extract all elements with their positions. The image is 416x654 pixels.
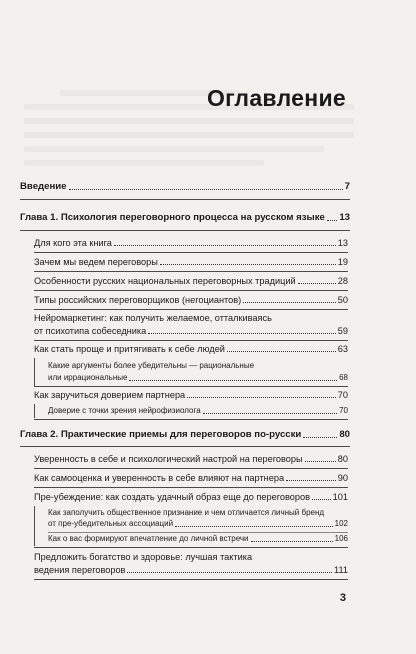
toc-entry-text: Как заполучить общественное признание и чем отличается личный бренд [48,508,325,517]
divider [20,199,350,200]
toc-entry-text: от пре-убедительных ассоциаций [48,519,174,528]
toc-entry-text: Особенности русских национальных переговорных традиций [34,276,296,286]
divider [34,252,348,253]
subsection-bar [34,404,35,418]
toc-subentry [48,534,348,545]
toc-entry-page: 80 [339,429,350,440]
toc-entry-page: 101 [332,492,348,502]
toc-entry-page: 70 [339,406,348,415]
toc-entry [34,275,348,287]
toc-entry-page: 28 [337,276,348,286]
toc-entry-page: 80 [337,454,348,464]
leader-dots [127,572,332,573]
toc-entry-line [34,312,348,324]
bleed-through [24,118,354,124]
toc-subentry-line [48,508,348,519]
toc-entry-text: Типы российских переговорщиков (негоциантов) [34,295,242,305]
toc-entry [34,294,348,306]
leader-dots [227,351,336,352]
toc-subentry [48,373,348,384]
toc-entry [34,325,348,337]
toc-entry-text: Глава 2. Практические приемы для переговоров по-русски [20,429,302,440]
toc-entry-text: или иррациональные [48,373,128,382]
leader-dots [243,302,336,303]
divider [34,271,348,272]
toc-entry [34,472,348,484]
leader-dots [114,245,336,246]
toc-entry-text: от психотипа собеседника [34,326,147,336]
toc-entry-text: Пре-убеждение: как создать удачный образ еще до переговоров [34,492,310,502]
leader-dots [203,413,337,414]
leader-dots [160,264,336,265]
toc-entry-page: 50 [337,295,348,305]
bleed-through [24,132,354,138]
divider [34,487,348,488]
toc-entry-page: 13 [339,212,350,223]
toc-entry-page: 106 [334,534,348,543]
leader-dots [69,189,343,190]
toc-entry-text: Уверенность в себе и психологический настрой на переговоры [34,454,303,464]
toc-entry-page: 59 [337,326,348,336]
divider [34,386,348,387]
toc-entry-text: Глава 1. Психология переговорного процесса на русском языке [20,212,325,223]
toc-entry-text: Зачем мы ведем переговоры [34,257,158,267]
subsection-bar [34,506,35,546]
toc-entry-text: Нейромаркетинг: как получить желаемое, отталкиваясь [34,313,272,323]
page-title: Оглавление [206,85,346,111]
toc-entry-page: 68 [339,373,348,382]
toc-entry-page: 7 [344,181,350,192]
divider [34,419,348,420]
divider [34,579,348,580]
toc-entry-text: ведения переговоров [34,565,126,575]
toc-entry-text: Какие аргументы более убедительны — рациональные [48,361,255,370]
divider [34,309,348,310]
leader-dots [251,541,333,542]
toc-entry-intro [20,181,350,193]
toc-entry-line [34,551,348,563]
page-number: 3 [339,592,346,604]
toc-entry-chapter-2 [20,429,350,441]
toc-entry [34,343,348,355]
leader-dots [312,499,331,500]
bleed-through [24,160,264,166]
toc-entry-page: 13 [337,238,348,248]
leader-dots [286,480,336,481]
leader-dots [327,220,337,221]
leader-dots [148,333,336,334]
toc-entry [34,491,348,503]
divider [34,340,348,341]
toc-entry-page: 90 [337,473,348,483]
toc-entry-text: Как стать проще и притягивать к себе людей [34,344,225,354]
leader-dots [298,283,336,284]
leader-dots [129,380,337,381]
toc-subentry [48,406,348,417]
subsection-bar [34,358,35,386]
toc-entry-page: 111 [334,565,348,575]
toc-entry [34,237,348,249]
toc-entry-text: Предложить богатство и здоровье: лучшая тактика [34,552,253,562]
divider [20,446,350,447]
toc-entry [34,564,348,576]
divider [34,468,348,469]
toc-entry-chapter-1 [20,212,350,224]
toc-entry-text: Введение [20,181,67,192]
toc-entry-text: Как заручиться доверием партнера [34,390,186,400]
bleed-through [24,146,324,152]
toc-entry-text: Как о вас формируют впечатление до личной встречи [48,534,249,543]
leader-dots [187,397,336,398]
toc-entry-text: Доверие с точки зрения нейрофизиолога [48,406,201,415]
leader-dots [175,526,333,527]
toc-subentry-line [48,361,348,372]
divider [34,290,348,291]
divider [48,532,348,533]
toc-entry-text: Как самооценка и уверенность в себе влияют на партнера [34,473,285,483]
toc-entry-text: Для кого эта книга [34,238,112,248]
toc-entry-page: 102 [334,519,348,528]
toc-entry [34,389,348,401]
leader-dots [305,461,336,462]
leader-dots [303,437,337,438]
toc-entry-page: 63 [337,344,348,354]
toc-entry [34,256,348,268]
toc-subentry [48,519,348,530]
toc-entry [34,453,348,465]
toc-entry-page: 19 [337,257,348,267]
divider [34,547,348,548]
divider [20,230,350,231]
toc-entry-page: 70 [337,390,348,400]
